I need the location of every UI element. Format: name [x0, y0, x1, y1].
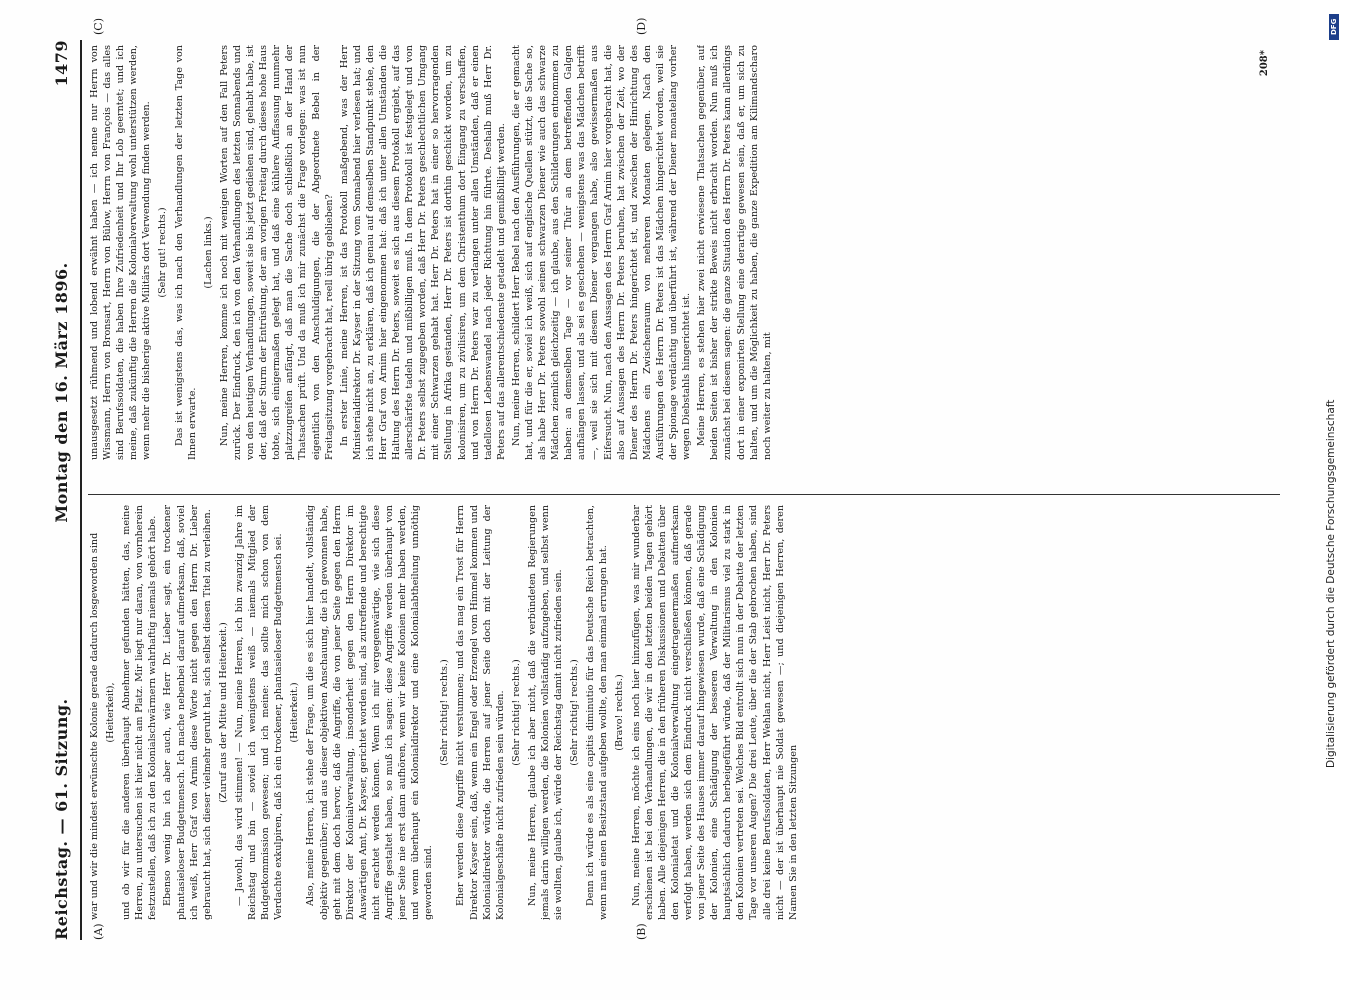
interjection: (Sehr richtig! rechts.) — [510, 659, 522, 766]
right-column — [88, 45, 1280, 460]
column-divider — [88, 494, 1280, 495]
paragraph: Meine Herren, es stehen hier zwei nicht erwiesene Thatsachen gegenüber, auf beiden Seiten ist bisher der strikte Beweis nicht erbracht worden. Nun muß ich zunächst bei diesem sagen: die ganze Situation des Herrn Dr. Peters kann allerdings dort in einer exponirten Stellung eine derartige gewesen sein, daß er, um sich zu halten, und um die Möglichkeit zu haben, die ganze Expedition am Kilimandscharo noch weiter zu halten, mit — [696, 45, 773, 460]
signature-mark: 208* — [1259, 50, 1270, 77]
paragraph: und ob wir für die anderen überhaupt Abnehmer gefunden hätten, das, meine Herren, zu untersuchen ist hier nicht am Platz. Mir liegt nur daran, von vornherein festzustellen, daß ich zu den Kolonialschwärmern wahrhaftig niemals gehört habe. — [121, 505, 159, 920]
interjection: (Lachen links.) — [202, 216, 214, 289]
page-header — [52, 40, 78, 940]
digitization-strip — [1323, 0, 1353, 1000]
paragraph: Denn ich würde es als eine capitis diminutio für das Deutsche Reich betrachten, wenn man einen Besitzstand aufgeben wollte, den man einmal errungen hat. — [585, 505, 610, 920]
paragraph: Nun, meine Herren, möchte ich eins noch hier hinzufügen, was mir wunderbar erschienen ist bei den Verhandlungen, die wir in den letzten beiden Tagen gehört haben. Alle diejenigen Herren, die in den früheren Diskussionen und Debatten über den Kolonialetat und die Kolonialverwaltung eingetragenermaßen aufmerksam verfolgt haben, werden sich dem Eindruck nicht verschließen können, daß gerade von jener Seite des Hauses immer darauf hingewiesen wurde, daß eine Schädigung der Kolonien, eine Schädigung der besseren Verwaltung in den Kolonien hauptsächlich dadurch herbeigeführt würde, daß der Militarismus viel zu stark in den Kolonien vertreten sei. Welches Bild entrollt sich nun in der Debatte der letzten Tage vor unseren Augen? Die drei Leute, über die der Stab gebrochen haben, sind alle drei keine Berufssoldaten, Herr Wehlan nicht, Herr Leist nicht, Herr Dr. Peters nicht — der ist überhaupt nie Soldat gewesen —; und diejenigen Herren, deren Namen Sie in den letzten Sitzungen — [630, 505, 799, 920]
section-marker-a: (A) — [92, 923, 105, 940]
paragraph: In erster Linie, meine Herren, ist das Protokoll maßgebend, was der Herr Ministerialdirektor Dr. Kayser in der Sitzung vom Sonnabend hier verlesen hat; und ich stehe nicht an, zu erklären, daß ich genau auf demselben Standpunkt stehe, den Herr Graf von Arnim hier eingenommen hat: daß ich unter allen Umständen die Haltung des Herrn Dr. Peters, soweit es sich aus diesem Protokoll ergiebt, auf das allerschärfste tadeln und mißbilligen muß. In dem Protokoll ist festgelegt und von Dr. Peters selbst zugegeben worden, daß Herr Dr. Peters geschlechtlichen Umgang mit einer Schwarzen gehabt hat. Herr Dr. Peters hat in einer so hervorragenden Stellung in Afrika gestanden, Herr Dr. Peters ist dorthin geschickt worden, um zu kolonisiren, um zu zivilisiren, um dem Christenthum dort Eingang zu verschaffen, und von Herrn Dr. Peters war zu verlangen unter allen Umständen, daß er einen tadellosen Lebenswandel nach jeder Richtung hin führte. Deshalb muß Herr Dr. Peters auf das allerentschiedenste getadelt und gemißbilligt werden. — [338, 45, 507, 460]
paragraph: Das ist wenigstens das, was ich nach den Verhandlungen der letzten Tage von Ihnen erwarte. — [173, 45, 198, 460]
digitization-credit: Digitalisierung gefördert durch die Deutsche Forschungsgemeinschaft — [1325, 399, 1337, 768]
dfg-badge: DFG — [1329, 14, 1339, 40]
paragraph: Ebenso wenig bin ich aber auch, wie Herr Dr. Lieber sagt, ein trockener phantasieloser Budgetmensch. Ich mache nebenbei darauf aufmerksam, daß, soviel ich weiß, Herr Graf von Arnim diese Worte nicht gegen den Herrn Dr. Lieber gebraucht hat, sich dieser vielmehr geruht hat, sich selbst diesen Titel zu verleihen. — [162, 505, 213, 920]
page-number: 1479 — [52, 40, 71, 87]
interjection: (Heiterkeit), — [105, 682, 117, 743]
interjection: (Bravo! rechts.) — [614, 674, 626, 751]
paragraph: war und wir die mindest erwünschte Kolonie gerade dadurch losgeworden sind — [89, 532, 100, 920]
left-column — [88, 505, 1280, 920]
section-marker-c: (C) — [92, 18, 105, 35]
paragraph: unausgesetzt rühmend und lobend erwähnt haben — ich nenne nur Herrn von Wissmann, Herrn von Bronsart, Herrn von Bülow, Herrn von François — das alles sind Berufssoldaten, die haben Ihre Zufriedenheit und Ihr Lob geerntet; und ich meine, daß zukünftig die Herren die Kolonialverwaltung wohl unterstützen werden, wenn mehr die bisherige aktive Militärs dort Verwendung finden werden. — [89, 45, 153, 460]
interjection: (Sehr gut! rechts.) — [157, 207, 169, 298]
header-date: Montag den 16. März 1896. — [52, 262, 71, 523]
paragraph: Nun, meine Herren, komme ich noch mit wenigen Worten auf den Fall Peters zurück. Der Eindruck, den ich von den Verhandlungen des letzten Sonnabends und von den heutigen Verhandlungen, soweit sie bis jetzt gediehen sind, gehabt habe, ist der, daß der Sturm der Entrüstung, der am vorigen Freitag durch dieses hohe Haus tobte, sich einigermaßen gelegt hat, und daß eine kühlere Auffassung nunmehr platzzugreifen anfängt, daß man die Sache doch schließlich an der Hand der Thatsachen prüft. Und da muß ich mir zunächst die Frage vorlegen: was ist nun eigentlich von den Anschuldigungen, die der Abgeordnete Bebel in der Freitagsitzung vorgebracht hat, reell übrig geblieben? — [218, 45, 335, 460]
header-rule — [80, 40, 82, 940]
interjection: (Zuruf aus der Mitte und Heiterkeit.) — [217, 622, 229, 803]
interjection: (Heiterkeit.) — [289, 682, 301, 743]
paragraph: Also, meine Herren, ich stehe der Frage, um die es sich hier handelt, vollständig objektiv gegenüber; und aus dieser objektiven Anschauung, die ich gewonnen habe, geht mit dem doch hervor, daß die Angriffe, die von jener Seite gegen den Herrn Direktor der Kolonialverwaltung, insonderheit gegen den Herrn Direktor im Auswärtigen Amt, Dr. Kayser, gerichtet worden sind, als zutreffende und berechtigte nicht erachtet werden können. Wenn ich mir vergegenwärtige, wie sich diese Angriffe gestaltet haben, so muß ich sagen: diese Angriffe werden überhaupt von jener Seite nie erst dann aufhören, wenn wir keine Kolonien mehr haben werden, und wenn überhaupt ein Kolonialdirektor und eine Kolonialabtheilung unnöthig geworden sind. — [305, 505, 435, 920]
section-marker-b: (B) — [635, 923, 648, 940]
paragraph: Eher werden diese Angriffe nicht verstummen; und das mag ein Trost für Herrn Direktor Kayser sein, daß, wenn ein Engel oder Erzengel vom Himmel kommen und Kolonialdirektor würde, die Herren auf jener Seite doch mit der Leitung der Kolonialgeschäfte nicht zufrieden sein würden. — [455, 505, 506, 920]
interjection: (Sehr richtig! rechts.) — [569, 659, 581, 766]
paragraph: Nun, meine Herren, glaube ich aber nicht, daß die verbündeten Regierungen jemals darin willigen werden, die Kolonien vollständig aufzugeben, und selbst wenn sie wollten, glaube ich, würde der Reichstag damit nicht zufrieden sein. — [526, 505, 565, 920]
section-marker-d: (D) — [635, 17, 648, 35]
header-left: Reichstag. — 61. Sitzung. — [52, 698, 71, 940]
paragraph: — Jawohl, das wird stimmen! — Nun, meine Herren, ich bin zwanzig Jahre im Reichstag und bin — soviel ich wenigstens weiß — niemals Mitglied der Budgetkommission gewesen; und ich meine: das sollte mich schon von dem Verdachte exkulpiren, daß ich ein trockener, phantasieloser Budgetmensch sei. — [233, 505, 285, 920]
interjection: (Sehr richtig! rechts.) — [439, 659, 451, 766]
paragraph: Nun, meine Herren, schildert Herr Bebel nach den Ausführungen, die er gemacht hat, und für die er, soviel ich weiß, sich auf englische Quellen stützt, die Sache so, als habe Herr Dr. Peters sowohl seinen schwarzen Diener wie auch das schwarze Mädchen ziemlich gleichzeitig — ich glaube, aus den Schilderungen entnommen zu haben: an demselben Tage — vor seiner Thür an dem betreffenden Galgen aufhängen lassen, und als sei es geschehen — wenigstens was das Mädchen betrifft —, weil sie sich mit diesem Diener vergangen habe, also gewissermaßen aus Eifersucht. Nun, nach den Aussagen des Herrn Graf Arnim hier vorgebracht hat, die also auf Aussagen des Herrn Dr. Peters beruhen, hat zwischen der Zeit, wo der Diener des Herrn Dr. Peters hingerichtet ist, und zwischen der Hinrichtung des Mädchens ein Zwischenraum von mehreren Monaten gelegen. Nach den Ausführungen des Herrn Dr. Peters ist das Mädchen hingerichtet worden, weil sie der Spionage verdächtig und überführt ist, während der Diener monatelang vorher wegen Diebstahls hingerichtet ist. — [510, 45, 693, 460]
